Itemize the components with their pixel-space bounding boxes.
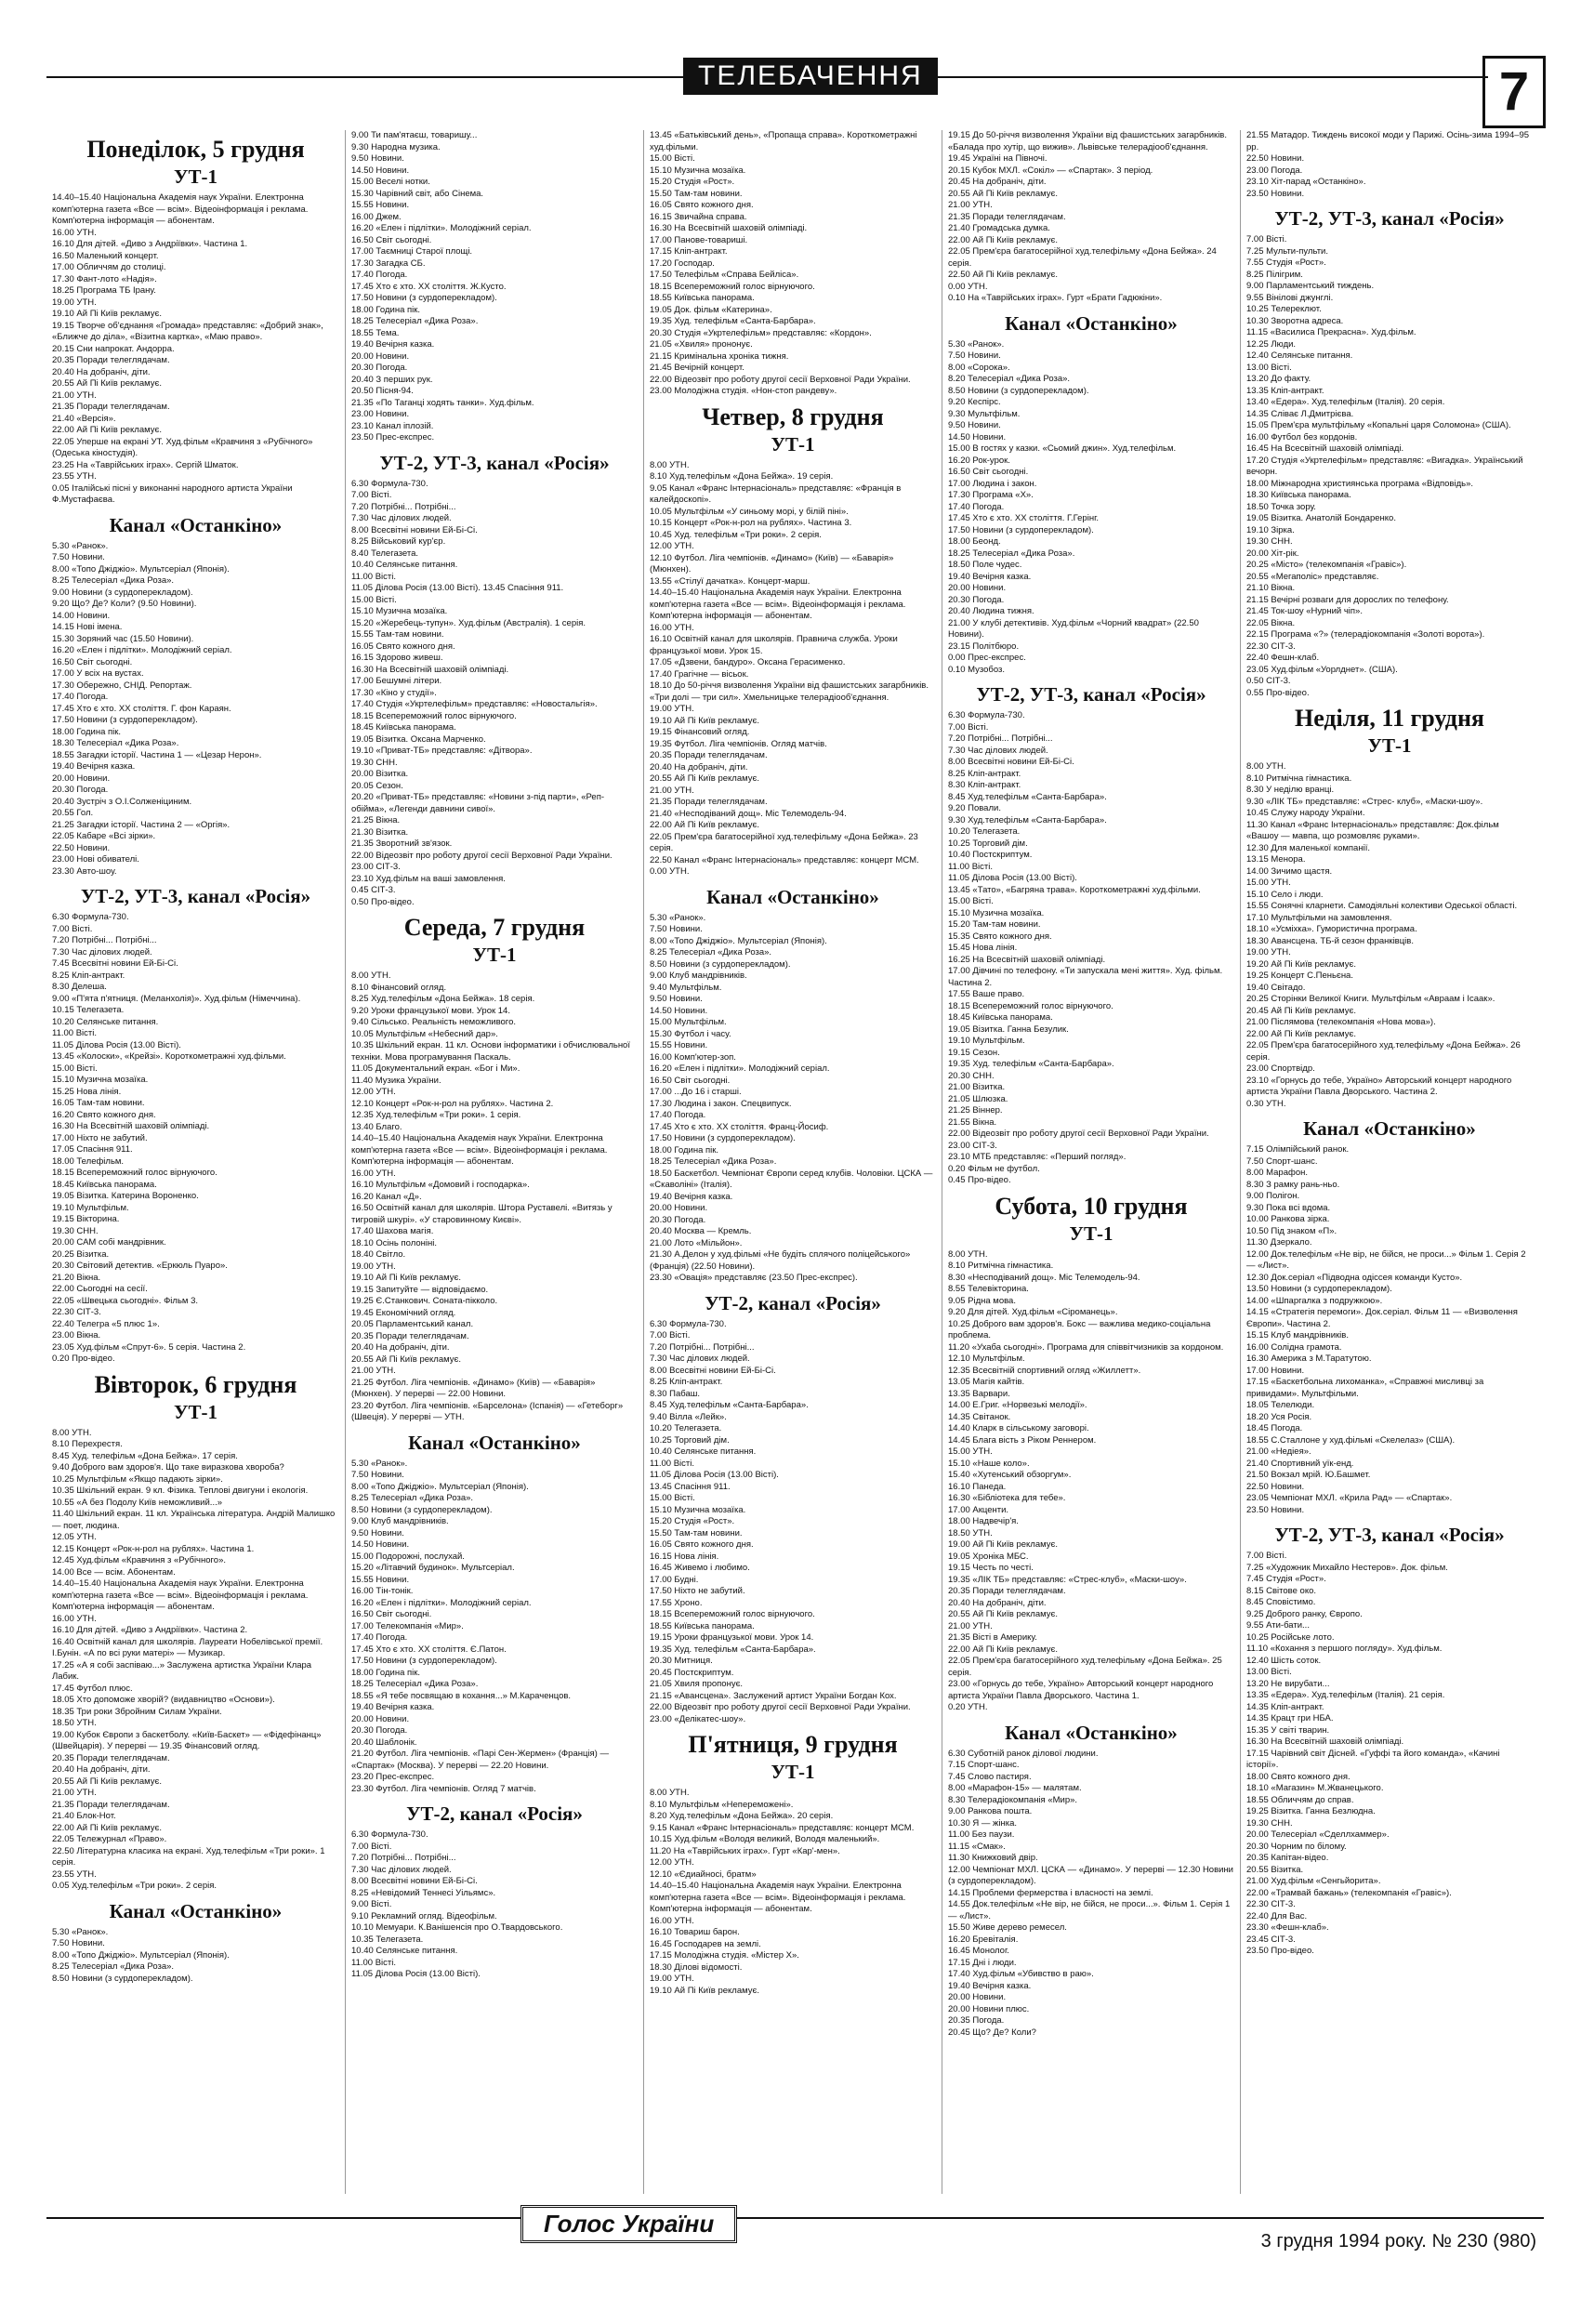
page-number: 7 — [1482, 56, 1546, 128]
channel-heading: УТ-2, УТ-3, канал «Росія» — [1274, 207, 1505, 230]
day-heading: Понеділок, 5 грудня — [86, 136, 305, 163]
program-list: 8.00 УТН. 8.10 Перехрестя. 8.45 Худ. телефільм «Дона Бейжа». 17 серія. 9.40 Доброго вам здоров'я. Що таке виразкова хвороба? 10.25 Мультфільм «Якщо падають зірки». 10.35 Шкільний екран. 9 кл. Фізика. Теплові двигуни і екологія. 10.55 «А без Подолу Київ неможливий...» 11.40 Шкільний екран. 11 кл. Українська література. Андрій Малишко — поет, людина. 12.05 УТН. 12.15 Концерт «Рок-н-рол на рублях». Частина 1. 12.45 Худ.фільм «Кравчиня з «Рубічного». 14.00 Все — всім. Абонентам. 14.40–15.40 Національна Академія наук України. Електронна комп'ютерна газета «Все — всім». Відеоінформація і реклама. Комп'ютерна інформація — абонентам. 16.00 УТН. 16.10 Для дітей. «Диво з Андріївки». Частина 2. 16.40 Освітній канал для школярів. Лауреати Нобелівської премії. І.Бунін. «А по всі руки матері» — Музикар. 17.25 «А я собі заспіваю...» Заслужена артистка України Клара Лабик. 17.45 Футбол плюс. 18.05 Хто допоможе хворій? (видавництво «Основи»). 18.35 Три роки Збройним Силам України. 18.50 УТН. 19.00 Кубок Європи з баскетболу. «Київ-Баскет» — «Фідефінанц» (Швейцарія). У перерві — 19.35 Фінансовий огляд. 20.35 Поради телеглядачам. 20.40 На добраніч, діти. 20.55 Ай Пі Київ рекламує. 21.00 УТН. 21.35 Поради телеглядачам. 21.40 Блок-Нот. 22.00 Ай Пі Київ рекламує. 22.05 Тележурнал «Право». 22.50 Літературна класика на екрані. Худ.телефільм «Три роки». 1 серія. 23.55 УТН. 0.05 Худ.телефільм «Три роки». 2 серія. — [52, 1427, 336, 1891]
program-list: 14.40–15.40 Національна Академія наук України. Електронна комп'ютерна газета «Все — всім». Відеоінформація і реклама. Комп'ютерна інформація — абонентам. 16.00 УТН. 16.10 Для дітей. «Диво з Андріївки». Частина 1. 16.50 Маленький концерт. 17.00 Обличчям до столиці. 17.30 Фант-лото «Надія». 18.25 Програма ТБ Ірану. 19.00 УТН. 19.10 Ай Пі Київ рекламує. 19.15 Творче об'єднання «Громада» представляє: «Добрий знак», «Ближче до діла», «Візитна картка», «Маю право». 20.15 Сни напрокат. Андорра. 20.35 Поради телеглядачам. 20.40 На добраніч, діти. 20.55 Ай Пі Київ рекламує. 21.00 УТН. 21.35 Поради телеглядачам. 21.40 «Версія». 22.00 Ай Пі Київ рекламує. 22.05 Уперше на екрані УТ. Худ.фільм «Кравчиня з «Рубічного» (Одеська кіностудія). 23.25 На «Таврійських іграх». Сергій Шматок. 23.55 УТН. 0.05 Італійські пісні у виконанні народного артиста України Ф.Мустафаєва. — [52, 192, 323, 505]
column-2 — [345, 130, 643, 2194]
channel-subheading: УТ-1 — [771, 1761, 815, 1783]
channel-heading: Канал «Останкіно» — [1303, 1117, 1476, 1140]
program-list: 6.30 Формула-730. 7.00 Вісті. 7.20 Потрібні... Потрібні... 7.30 Час ділових людей. 8.00 Всесвітні новини Ей-Бі-Сі. 8.25 Військовий кур'єр. 8.40 Телегазета. 10.40 Селянське питання. 11.00 Вісті. 11.05 Ділова Росія (13.00 Вісті). 13.45 Спасіння 911. 15.00 Вісті. 15.10 Музична мозаїка. 15.20 «Жеребець-тупун». Худ.фільм (Австралія). 1 серія. 15.55 Там-там новини. 16.05 Свято кожного дня. 16.15 Здорово живеш. 16.30 На Всесвітній шаховій олімпіаді. 17.00 Бешумні літери. 17.30 «Кіно у студії». 17.40 Студія «Укртелефільм» представляє: «Новостальгія». 18.15 Всепереможний голос вірнуючого. 18.45 Київська панорама. 19.05 Візитка. Оксана Марченко. 19.10 «Приват-ТБ» представляє: «Дітвора». 19.30 СНН. 20.00 Візитка. 20.05 Сезон. 20.20 «Приват-ТБ» представляє: «Новини з-під парти», «Реп-обійма», «Легенди давнини сивої». 21.25 Вікна. 21.30 Візитка. 21.35 Зворотний зв'язок. 22.00 Відеозвіт про роботу другої сесії Верховної Ради України. 23.00 СІТ-3. 23.10 Худ.фільм на ваші замовлення. 0.45 СІТ-3. 0.50 Про-відео. — [351, 478, 613, 907]
program-list: 13.45 «Батьківський день», «Пропаща справа». Короткометражні худ.фільми. 15.00 Вісті. 15.10 Музична мозаїка. 15.20 Студія «Рост». 15.50 Там-там новини. 16.05 Свято кожного дня. 16.15 Звичайна справа. 16.30 На Всесвітній шаховій олімпіаді. 17.00 Панове-товариші. 17.15 Кліп-антракт. 17.20 Господар. 17.50 Телефільм «Справа Бейліса». 18.15 Всепереможний голос вірнуючого. 18.55 Київська панорама. 19.05 Док. фільм «Катерина». 19.35 Худ. телефільм «Санта-Барбара». 20.30 Студія «Укртелефільм» представляє: «Кордон». 21.05 «Хвиля» прононує. 21.15 Кримінальна хроніка тижня. 21.45 Вечірній концерт. 22.00 Відеозвіт про роботу другої сесії Верховної Ради України. 23.00 Молодіжна студія. «Нон-стоп рандеву». — [650, 130, 917, 396]
program-list: 8.00 УТН. 8.10 Худ.телефільм «Дона Бейжа». 19 серія. 9.05 Канал «Франс Інтернасіональ» представляє: «Франція в калейдоскопі». 10.05 Мультфільм «У синьому морі, у білій піні». 10.15 Концерт «Рок-н-рол на рублях». Частина 3. 10.45 Худ. телефільм «Три роки». 2 серія. 12.00 УТН. 12.10 Футбол. Ліга чемпіонів. «Динамо» (Київ) — «Баварія» (Мюнхен). 13.55 «Стілуї дачатка». Концерт-марш. 14.40–15.40 Національна Академія наук України. Електронна комп'ютерна газета «Все — всім». Відеоінформація і реклама. Комп'ютерна інформація — абонентам. 16.00 УТН. 16.10 Освітній канал для школярів. Правнича служба. Уроки французької мови. Урок 15. 17.05 «Дзвени, бандуро». Оксана Герасименко. 17.40 Грагічне — вісьок. 18.10 До 50-річчя визволення України від фашистських загарбників. «Три долі — три сил». Хмельницьке телерадіооб'єднання. 19.00 УТН. 19.10 Ай Пі Київ рекламує. 19.15 Фінансовий огляд. 19.35 Футбол. Ліга чемпіонів. Огляд матчів. 20.35 Поради телеглядачам. 20.40 На добраніч, діти. 20.55 Ай Пі Київ рекламує. 21.00 УТН. 21.35 Поради телеглядачам. 21.40 «Несподіваний дощ». Міс Телемодель-94. 22.00 Ай Пі Київ рекламує. 22.05 Прем'єра багатосерійної худ.телефільму «Дона Бейжа». 23 серія. 22.50 Канал «Франс Інтернасіональ» представляє: концерт МСМ. 0.00 УТН. — [650, 459, 929, 877]
channel-heading: Канал «Останкіно» — [1005, 1721, 1178, 1744]
channel-heading: Канал «Останкіно» — [706, 885, 879, 908]
program-list: 6.30 Формула-730. 7.00 Вісті. 7.20 Потрібні... Потрібні... 7.30 Час ділових людей. 8.00 Всесвітні новини Ей-Бі-Сі. 8.25 Кліп-антракт. 8.30 Кліп-антракт. 8.45 Худ.телефільм «Санта-Барбара». 9.20 Повали. 9.30 Худ.телефільм «Санта-Барбара». 10.20 Телегазета. 10.25 Торговий дім. 10.40 Постскриптум. 11.00 Вісті. 11.05 Ділова Росія (13.00 Вісті). 13.45 «Тато», «Багряна трава». Короткометражні худ.фільми. 15.00 Вісті. 15.10 Музична мозаїка. 15.20 Там-там новини. 15.35 Свято кожного дня. 15.45 Нова лінія. 16.25 На Всесвітній шаховій олімпіаді. 17.00 Дівчині по телефону. «Ти запускала мені життя». Худ. фільм. Частина 2. 17.55 Ваше право. 18.15 Всепереможний голос вірнуючого. 18.45 Київська панорама. 19.05 Візитка. Ганна Безулик. 19.10 Мультфільм. 19.15 Сезон. 19.35 Худ. телефільм «Санта-Барбара». 20.30 СНН. 21.00 Візитка. 21.05 Шлюзка. 21.25 Віннер. 21.55 Вікна. 22.00 Відеозвіт про роботу другої сесії Верховної Ради України. 23.00 СІТ-3. 23.10 МТБ представляє: «Перший погляд». 0.20 Фільм не футбол. 0.45 Про-відео. — [948, 710, 1223, 1185]
column-5 — [1240, 130, 1538, 2194]
program-list: 7.00 Вісті. 7.25 «Художник Михайло Нестеров». Док. фільм. 7.45 Студія «Рост». 8.15 Світове око. 8.45 Сповістимо. 9.25 Доброго ранку, Європо. 9.55 Ати-бати... 10.25 Російське лото. 11.10 «Кохання з першого погляду». Худ.фільм. 12.40 Шість соток. 13.00 Вісті. 13.20 Не вирубати... 13.35 «Едера». Худ.телефільм (Італія). 21 серія. 14.35 Кліп-антракт. 14.35 Крацт гри НБА. 15.35 У світі тварин. 16.30 На Всесвітній шаховій олімпіаді. 17.15 Чарівний світ Дісней. «Гуффі та його команда», «Качині історії». 18.00 Свято кожного дня. 18.10 «Магазин» М.Жванецького. 18.55 Обличчям до справ. 19.25 Візитка. Ганна Безлюдна. 19.30 СНН. 20.00 Телесеріал «Сделлхаммер». 20.30 Чорним по білому. 20.35 Капітан-відео. 20.55 Візитка. 21.00 Худ.фільм «Сенгьйорита». 22.00 «Трамвай бажань» (телекомпанія «Гравіс»). 22.30 СІТ-3. 22.40 Для Вас. 23.30 «Фешн-клаб». 23.45 СІТ-3. 23.50 Про-відео. — [1246, 1551, 1500, 1956]
channel-heading: УТ-2, УТ-3, канал «Росія» — [80, 885, 311, 907]
day-heading: Неділя, 11 грудня — [1294, 705, 1484, 732]
channel-heading: УТ-2, канал «Росія» — [406, 1802, 583, 1825]
channel-subheading: УТ-1 — [1367, 734, 1412, 757]
day-heading: Вівторок, 6 грудня — [94, 1370, 297, 1398]
program-list: 9.00 Ти пам'ятаєш, товаришу... 9.30 Народна музика. 9.50 Новини. 14.50 Новини. 15.00 Веселі нотки. 15.30 Чарівний світ, або Сінема. 15.55 Новини. 16.00 Джем. 16.20 «Елен і підлітки». Молодіжний серіал. 16.50 Світ сьогодні. 17.00 Таємниці Старої площі. 17.30 Загадка СБ. 17.40 Погода. 17.45 Хто є хто. ХХ століття. Ж.Кусто. 17.50 Новини (з сурдоперекладом). 18.00 Година пік. 18.25 Телесеріал «Дика Роза». 18.55 Тема. 19.40 Вечірня казка. 20.00 Новини. 20.30 Погода. 20.40 З перших рук. 20.50 Пісня-94. 21.35 «По Таганці ходять танки». Худ.фільм. 23.00 Новини. 23.10 Канал іплозій. 23.50 Прес-експрес. — [351, 130, 534, 442]
program-list: 8.00 УТН. 8.10 Фінансовий огляд. 8.25 Худ.телефільм «Дона Бейжа». 18 серія. 9.20 Уроки французької мови. Урок 14. 9.40 Сільсько. Реальність неможливого. 10.05 Мультфільм «Небесний дар». 10.35 Шкільний екран. 11 кл. Основи інформатики і обчислювальної техніки. Мова програмування Паскаль. 11.05 Документальний екран. «Бог і Ми». 11.40 Музика України. 12.00 УТН. 12.10 Концерт «Рок-н-рол на рублях». Частина 2. 12.35 Худ.телефільм «Три роки». 1 серія. 13.40 Благо. 14.40–15.40 Національна Академія наук України. Електронна комп'ютерна газета «Все — всім». Відеоінформація і реклама. Комп'ютерна інформація — абонентам. 16.00 УТН. 16.10 Мультфільм «Домовий і господарка». 16.20 Канал «Д». 16.50 Освітній канал для школярів. Штора Руставелі. «Витязь у тигровій шкурі». «У старовинному Києві». 17.40 Шахова магія. 18.10 Осінь полоніні. 18.40 Світло. 19.00 УТН. 19.10 Ай Пі Київ рекламує. 19.15 Запитуйте — відповідаємо. 19.25 Є.Станкович. Соната-пікколо. 19.45 Економічний огляд. 20.05 Парламентський канал. 20.35 Поради телеглядачам. 20.40 На добраніч, діти. 20.55 Ай Пі Київ рекламує. 21.00 УТН. 21.25 Футбол. Ліга чемпіонів. «Динамо» (Київ) — «Баварія» (Мюнхен). У перерві — 22.00 Новини. 23.20 Футбол. Ліга чемпіонів. «Барселона» (Іспанія) — «Гетеборг» (Швеція). У перерві — УТН. — [351, 971, 630, 1422]
channel-heading: УТ-2, УТ-3, канал «Росія» — [1274, 1524, 1505, 1546]
channel-heading: Канал «Останкіно» — [408, 1431, 581, 1454]
program-list: 5.30 «Ранок». 7.50 Новини. 8.00 «Топо Джіджіо». Мультсеріал (Японія). 8.25 Телесеріал «Дика Роза». 8.50 Новини (з сурдоперекладом). 9.00 Клуб мандрівників. 9.40 Мультфільм. 9.50 Новини. 14.50 Новини. 15.00 Мультфільм. 15.30 Футбол і часу. 15.55 Новини. 16.00 Комп'ютер-зоп. 16.20 «Елен і підлітки». Молодіжний серіал. 16.50 Світ сьогодні. 17.00 ...До 16 і старші. 17.30 Людина і закон. Спецвипуск. 17.40 Погода. 17.45 Хто є хто. ХХ століття. Франц-Йосиф. 17.50 Новини (з сурдоперекладом). 18.00 Година пік. 18.25 Телесеріал «Дика Роза». 18.50 Баскетбол. Чемпіонат Європи серед клубів. Чоловіки. ЦСКА — «Скаволіні» (Італія). 19.40 Вечірня казка. 20.00 Новини. 20.30 Погода. 20.40 Москва — Кремль. 21.00 Лото «Мільйон». 21.30 А.Делон у худ.фільмі «Не будіть сплячого поліцейського» (Франція) (22.50 Новини). 23.30 «Овація» представляє (23.50 Прес-експрес). — [650, 912, 933, 1283]
channel-subheading: УТ-1 — [174, 1400, 217, 1423]
program-list: 5.30 «Ранок». 7.50 Новини. 8.00 «Топо Джіджіо». Мультсеріал (Японія). 8.25 Телесеріал «Дика Роза». 8.50 Новини (з сурдоперекладом). 9.00 Клуб мандрівників. 9.50 Новини. 14.50 Новини. 15.00 Подорожні, послухай. 15.20 «Літавчий будинок». Мультсеріал. 15.55 Новини. 16.00 Тін-тонік. 16.20 «Елен і підлітки». Молодіжний серіал. 16.50 Світ сьогодні. 17.00 Телекомпанія «Мир». 17.40 Погода. 17.45 Хто є хто. ХХ століття. Є.Патон. 17.50 Новини (з сурдоперекладом). 18.00 Година пік. 18.25 Телесеріал «Дика Роза». 18.55 «Я тебе посвящаю в кохання...» М.Караченцов. 19.40 Вечірня казка. 20.00 Новини. 20.30 Погода. 20.40 Шаблонік. 21.20 Футбол. Ліга чемпіонів. «Парі Сен-Жермен» (Франція) — «Спартак» (Москва). У перерві — 22.20 Новини. 23.20 Прес-експрес. 23.30 Футбол. Ліга чемпіонів. Огляд 7 матчів. — [351, 1458, 609, 1794]
channel-heading: Канал «Останкіно» — [109, 513, 283, 536]
day-heading: Субота, 10 грудня — [995, 1192, 1188, 1220]
channel-subheading: УТ-1 — [174, 165, 217, 188]
channel-heading: УТ-2, канал «Росія» — [705, 1291, 881, 1314]
footer-rule — [46, 2217, 1544, 2219]
program-list: 8.00 УТН. 8.10 Ритмічна гімнастика. 8.30 «Несподіваний дощ». Міс Телемодель-94. 8.55 Телевікторина. 9.05 Рідна мова. 9.20 Для дітей. Худ.фільм «Сіроманець». 10.25 Доброго вам здоров'я. Бокс — важлива медико-соціальна проблема. 11.20 «Ухаба сьогодні». Програма для співвітчизників за кордоном. 12.10 Мультфільм. 12.35 Всесвітній спортивний огляд «Жиллетт». 13.05 Магія кайтів. 13.35 Варвари. 14.00 Е.Григ. «Норвезькі мелодії». 14.35 Світанок. 14.40 Кларк в сільському заговорі. 14.45 Блага вість з Ріком Реннером. 15.00 УТН. 15.10 «Наше коло». 15.40 «Хутенський обзоргум». 16.10 Панеда. 16.30 «Бібліотека для тебе». 17.00 Акценти. 18.00 Надвечір'я. 18.50 УТН. 19.00 Ай Пі Київ рекламує. 19.05 Хроніка МБС. 19.15 Честь по честі. 19.35 «ЛІК ТБ» представляє: «Стрес-клуб», «Маски-шоу». 20.35 Поради телеглядачам. 20.40 На добраніч, діти. 20.55 Ай Пі Київ рекламує. 21.00 УТН. 21.35 Вісті в Америку. 22.00 Ай Пі Київ рекламує. 22.05 Прем'єра багатосерійного худ.телефільму «Дона Бейжа». 25 серія. 23.00 «Горнусь до тебе, Україно» Авторський концерт народного артиста України Павла Дворського. Частина 1. 0.20 УТН. — [948, 1248, 1224, 1712]
channel-heading: Канал «Останкіно» — [1005, 311, 1178, 335]
column-4 — [942, 130, 1240, 2194]
program-list: 7.15 Олімпійський ранок. 7.50 Спорт-шанс. 8.00 Марафон. 8.30 З рамку рань-ньо. 9.00 Полігон. 9.30 Пока всі вдома. 10.00 Ранкова зірка. 10.50 Під знаком «П». 11.30 Дзеркало. 12.00 Док.телефільм «Не вір, не бійся, не проси...» Фільм 1. Серія 2 — «Лист». 12.30 Док.серіал «Підводна одіссея команди Кусто». 13.50 Новини (з сурдоперекладом). 14.00 «Шпаргалка з подружкою». 14.15 «Стратегія перемоги». Док.серіал. Фільм 11 — «Визволення Європи». Частина 2. 15.15 Клуб мандрівників. 16.00 Солідна грамота. 16.30 Америка з М.Таратутою. 17.00 Новини. 17.15 «Баскетбольна лихоманка», «Справжні мисливці за привидами». Мультфільми. 18.05 Телелюди. 18.20 Уся Росія. 18.45 Погода. 18.55 С.Сталлоне у худ.фільмі «Скелелаз» (США). 21.00 «Недіея». 21.40 Спортивний уїк-енд. 21.50 Вокзал мрій. Ю.Башмет. 22.50 Новини. 23.05 Чемпіонат МХЛ. «Крила Рад» — «Спартак». 23.50 Новини. — [1246, 1144, 1526, 1515]
program-list: 6.30 Формула-730. 7.00 Вісті. 7.20 Потрібні... Потрібні... 7.30 Час ділових людей. 8.00 Всесвітні новини Ей-Бі-Сі. 8.25 «Невідомий Теннесі Уільямс». 9.00 Вісті. 9.10 Рекламний огляд. Відеофільм. 10.10 Мемуари. К.Ванішенсія про О.Твардовського. 10.35 Телегазета. 10.40 Селянське питання. 11.00 Вісті. 11.05 Ділова Росія (13.00 Вісті). — [351, 1829, 563, 1979]
program-list: 6.30 Формула-730. 7.00 Вісті. 7.20 Потрібні... Потрібні... 7.30 Час ділових людей. 7.45 Всесвітні новини Ей-Бі-Сі. 8.25 Кліп-антракт. 8.30 Делеша. 9.00 «П'ята п'ятниця. (Меланхолія)». Худ.фільм (Німеччина). 10.15 Телегазета. 10.20 Селянське питання. 11.00 Вісті. 11.05 Ділова Росія (13.00 Вісті). 13.45 «Колоски», «Крейзі». Короткометражні худ.фільми. 15.00 Вісті. 15.10 Музична мозаїка. 15.25 Нова лінія. 16.05 Там-там новини. 16.20 Свято кожного дня. 16.30 На Всесвітній шаховій олімпіаді. 17.00 Ніхто не забутий. 17.05 Спасіння 911. 18.00 Телефільм. 18.15 Всепереможний голос вірнуючого. 18.45 Київська панорама. 19.05 Візитка. Катерина Вороненко. 19.10 Мультфільм. 19.15 Вікторина. 19.30 СНН. 20.00 САМ собі мандрівник. 20.25 Візитка. 20.30 Світовий детектив. «Еркюль Пуаро». 21.20 Вікна. 22.00 Сьогодні на сесії. 22.05 «Швецька сьогодні». Фільм 3. 22.30 СІТ-3. 22.40 Телегра «5 плюс 1». 23.00 Вікна. 23.05 Худ.фільм «Спрут-6». 5 серія. Частина 2. 0.20 Про-відео. — [52, 912, 301, 1364]
program-list: 6.30 Суботній ранок ділової людини. 7.15 Спорт-шанс. 7.45 Слово пастиря. 8.00 «Марафон-15» — малятам. 8.30 Телерадіокомпанія «Мир». 9.00 Ранкова пошта. 10.30 Я — жінка. 11.00 Без паузи. 11.15 «Смак». 11.30 Книжковий двір. 12.00 Чемпіонат МХЛ. ЦСКА — «Динамо». У перерві — 12.30 Новини (з сурдоперекладом). 14.15 Проблеми фермерства і власності на землі. 14.55 Док.телефільм «Не вір, не бійся, не проси...». Фільм 1. Серія 1 — «Лист». 15.50 Живе дерево ремесел. 16.20 Бревіталія. 16.45 Монолог. 17.15 Дні і люди. 17.40 Худ.фільм «Убивство в раю». 19.40 Вечірня казка. 20.00 Новини. 20.00 Новини плюс. 20.35 Погода. 20.45 Що? Де? Коли? — [948, 1748, 1233, 2038]
channel-heading: Канал «Останкіно» — [109, 1899, 283, 1922]
column-3 — [643, 130, 942, 2194]
channel-subheading: УТ-1 — [472, 944, 517, 966]
program-list: 7.00 Вісті. 7.25 Мульти-пульти. 7.55 Студія «Рост». 8.25 Пілігрим. 9.00 Парламентський тиждень. 9.55 Вінілові джунглі. 10.25 Телереклют. 10.30 Зворотна адреса. 11.15 «Василиса Прекрасна». Худ.фільм. 12.25 Люди. 12.40 Селянське питання. 13.00 Вісті. 13.20 До факту. 13.35 Кліп-антракт. 13.40 «Едера». Худ.телефільм (Італія). 20 серія. 14.35 Сліває Л.Дмитрієва. 15.05 Прем'єра мультфільму «Копальні царя Соломона» (США). 16.00 Футбол без кордонів. 16.45 На Всесвітній шаховій олімпіаді. 17.20 Студія «Укртелефільм» представляє: «Вигадка». Український вечорн. 18.00 Міжнародна християнська програма «Відповідь». 18.30 Київська панорама. 18.50 Точка зору. 19.05 Візитка. Анатолій Бондаренко. 19.10 Зірка. 19.30 СНН. 20.00 Хіт-рік. 20.25 «Місто» (телекомпанія «Гравіс»). 20.55 «Мегаполіс» представляє. 21.10 Вікна. 21.15 Вечірні розваги для дорослих по телефону. 21.45 Ток-шоу «Нурний чіп». 22.05 Вікна. 22.15 Програма «?» (телерадіокомпанія «Золоті ворота»). 22.30 СІТ-3. 22.40 Фешн-клаб. 23.05 Худ.фільм «Уорлднет». (США). 0.50 СІТ-3. 0.55 Про-відео. — [1246, 234, 1523, 698]
program-list: 19.15 До 50-річчя визволення України від фашистських загарбників. «Балада про хутір, що вижив». Львівське телерадіооб'єднання. 19.45 Україні на Півночі. 20.15 Кубок МХЛ. «Сокіл» — «Спартак». 3 період. 20.45 На добраніч, діти. 20.55 Ай Пі Київ рекламує. 21.00 УТН. 21.35 Поради телеглядачам. 21.40 Громадська думка. 22.00 Ай Пі Київ рекламує. 22.05 Прем'єра багатосерійної худ.телефільму «Дона Бейжа». 24 серія. 22.50 Ай Пі Київ рекламує. 0.00 УТН. 0.10 На «Таврійських іграх». Гурт «Брати Гадюкіни». — [948, 130, 1227, 303]
channel-heading: УТ-2, УТ-3, канал «Росія» — [379, 451, 610, 474]
program-list: 5.30 «Ранок». 7.50 Новини. 8.00 «Топо Джіджіо». Мультсеріал (Японія). 8.25 Телесеріал «Дика Роза». 8.50 Новини (з сурдоперекладом). — [52, 1926, 230, 1984]
channel-subheading: УТ-1 — [771, 432, 815, 456]
program-list: 8.00 УТН. 8.10 Ритмічна гімнастика. 8.30 У неділю вранці. 9.30 «ЛІК ТБ» представляє: «Стрес- клуб», «Маски-шоу». 10.45 Служу народу України. 11.30 Канал «Франс Інтернасіональ» представляє: Док.фільм «Вашоу — мавпа, що розмовляє руками». 12.30 Для маленької компанії. 13.15 Менора. 14.00 Зичимо щастя. 15.00 УТН. 15.10 Село і люди. 15.55 Сонячні кларнети. Самодіяльні колективи Одеської області. 17.10 Мультфільми на замовлення. 18.10 «Усміхка». Гумористична програма. 18.30 Авансцена. ТБ-й сезон франківців. 19.00 УТН. 19.20 Ай Пі Київ рекламує. 19.25 Концерт С.Пеньєна. 19.40 Світадо. 20.25 Сторінки Великої Книги. Мультфільм «Авраам і Ісаак». 20.45 Ай Пі Київ рекламує. 21.00 Післямова (телекомпанія «Нова мова»). 22.00 Ай Пі Київ рекламує. 22.05 Прем'єра багатосерійного худ.телефільму «Дона Бейжа». 26 серія. 23.00 Спортвідр. 23.10 «Горнусь до тебе, Україно» Авторський концерт народного артиста України Павла Дворського. Частина 2. 0.30 УТН. — [1246, 761, 1521, 1109]
program-list: 21.55 Матадор. Тиждень високої моди у Парижі. Осінь-зима 1994–95 рр. 22.50 Новини. 23.00 Погода. 23.10 Хіт-парад «Останкіно». 23.50 Новини. — [1246, 130, 1530, 199]
newspaper-masthead: Голос України — [520, 2205, 737, 2243]
program-list: 5.30 «Ранок». 7.50 Новини. 8.00 «Топо Джіджіо». Мультсеріал (Японія). 8.25 Телесеріал «Дика Роза». 9.00 Новини (з сурдоперекладом). 9.20 Що? Де? Коли? (9.50 Новини). 14.00 Новини. 14.15 Нові імена. 15.30 Зоряний час (15.50 Новини). 16.20 «Елен і підлітки». Молодіжний серіал. 16.50 Світ сьогодні. 17.00 У всіх на вустах. 17.30 Обережно, СНІД. Репортаж. 17.40 Погода. 17.45 Хто є хто. ХХ століття. Г. фон Караян. 17.50 Новини (з сурдоперекладом). 18.00 Година пік. 18.30 Телесеріал «Дика Роза». 18.55 Загадки історії. Частина 1 — «Цезар Нерон». 19.40 Вечірня казка. 20.00 Новини. 20.30 Погода. 20.40 Зустріч з О.І.Солженіциним. 20.55 Гол. 21.25 Загадки історії. Частина 2 — «Оргія». 22.05 Кабаре «Всі зірки». 22.50 Новини. 23.00 Нові обивателі. 23.30 Авто-шоу. — [52, 540, 262, 877]
program-list: 8.00 УТН. 8.10 Мультфільм «Непереможені». 8.20 Худ.телефільм «Дона Бейжа». 20 серія. 9.15 Канал «Франс Інтернасіональ» представляє: концерт МСМ. 10.15 Худ.фільм «Володя великий, Володя маленький». 11.20 На «Таврійських іграх». Гурт «Кар'-мен». 12.00 УТН. 12.10 «Єдиайносі, братм» 14.40–15.40 Національна Академія наук України. Електронна комп'ютерна газета «Все — всім». Відеоінформація і реклама. Комп'ютерна інформація — абонентам. 16.00 УТН. 16.10 Товариш барон. 16.45 Господарев на землі. 17.15 Молодіжна студія. «Містер Х». 18.30 Ділові відомості. 19.00 УТН. 19.10 Ай Пі Київ рекламує. — [650, 1788, 915, 1996]
day-heading: Четвер, 8 грудня — [702, 403, 884, 430]
program-list: 6.30 Формула-730. 7.00 Вісті. 7.20 Потрібні... Потрібні... 7.30 Час ділових людей. 8.00 Всесвітні новини Ей-Бі-Сі. 8.25 Кліп-антракт. 8.30 Пабаш. 8.45 Худ.телефільм «Санта-Барбара». 9.40 Вілла «Лейк». 10.20 Телегазета. 10.25 Торговий дім. 10.40 Селянське питання. 11.00 Вісті. 11.05 Ділова Росія (13.00 Вісті). 13.45 Спасіння 911. 15.00 Вісті. 15.10 Музична мозаїка. 15.20 Студія «Рост». 15.50 Там-там новини. 16.05 Свято кожного дня. 16.15 Нова лінія. 16.45 Живемо і любимо. 17.00 Будні. 17.50 Ніхто не забутий. 17.55 Хроно. 18.15 Всепереможний голос вірнуючого. 18.55 Київська панорама. 19.15 Уроки французької мови. Урок 14. 19.35 Худ. телефільм «Санта-Барбара». 20.30 Митниця. 20.45 Постскриптум. 21.05 Хвиля пропонує. 21.15 «Авансцена». Заслужений артист України Богдан Кох. 22.00 Відеозвіт про роботу другої сесії Верховної Ради України. 23.00 «Делікатес-шоу». — [650, 1318, 911, 1724]
channel-heading: УТ-2, УТ-3, канал «Росія» — [976, 683, 1206, 706]
channel-subheading: УТ-1 — [1069, 1221, 1113, 1245]
tv-schedule-columns — [46, 130, 1539, 2194]
issue-dateline: 3 грудня 1994 року. № 230 (980) — [1260, 2231, 1536, 2251]
column-1 — [46, 130, 345, 2194]
section-rubric: ТЕЛЕБАЧЕННЯ — [683, 58, 938, 95]
program-list: 5.30 «Ранок». 7.50 Новини. 8.00 «Сорока». 8.20 Телесеріал «Дика Роза». 8.50 Новини (з сурдоперекладом). 9.20 Кеспірс. 9.30 Мультфільм. 9.50 Новини. 14.50 Новини. 15.00 В гостях у казки. «Сьомий джин». Худ.телефільм. 16.20 Рок-урок. 16.50 Світ сьогодні. 17.00 Людина і закон. 17.30 Програма «Х». 17.40 Погода. 17.45 Хто є хто. ХХ століття. Г.Герінг. 17.50 Новини (з сурдоперекладом). 18.00 Беонд. 18.25 Телесеріал «Дика Роза». 18.50 Поле чудес. 19.40 Вечірня казка. 20.00 Новини. 20.30 Погода. 20.40 Людина тижня. 21.00 У клубі детективів. Худ.фільм «Чорний квадрат» (22.50 Новини). 23.15 Політбюро. 0.00 Прес-експрес. 0.10 Музобоз. — [948, 338, 1199, 675]
day-heading: П'ятниця, 9 грудня — [688, 1731, 898, 1758]
day-heading: Середа, 7 грудня — [403, 914, 586, 941]
